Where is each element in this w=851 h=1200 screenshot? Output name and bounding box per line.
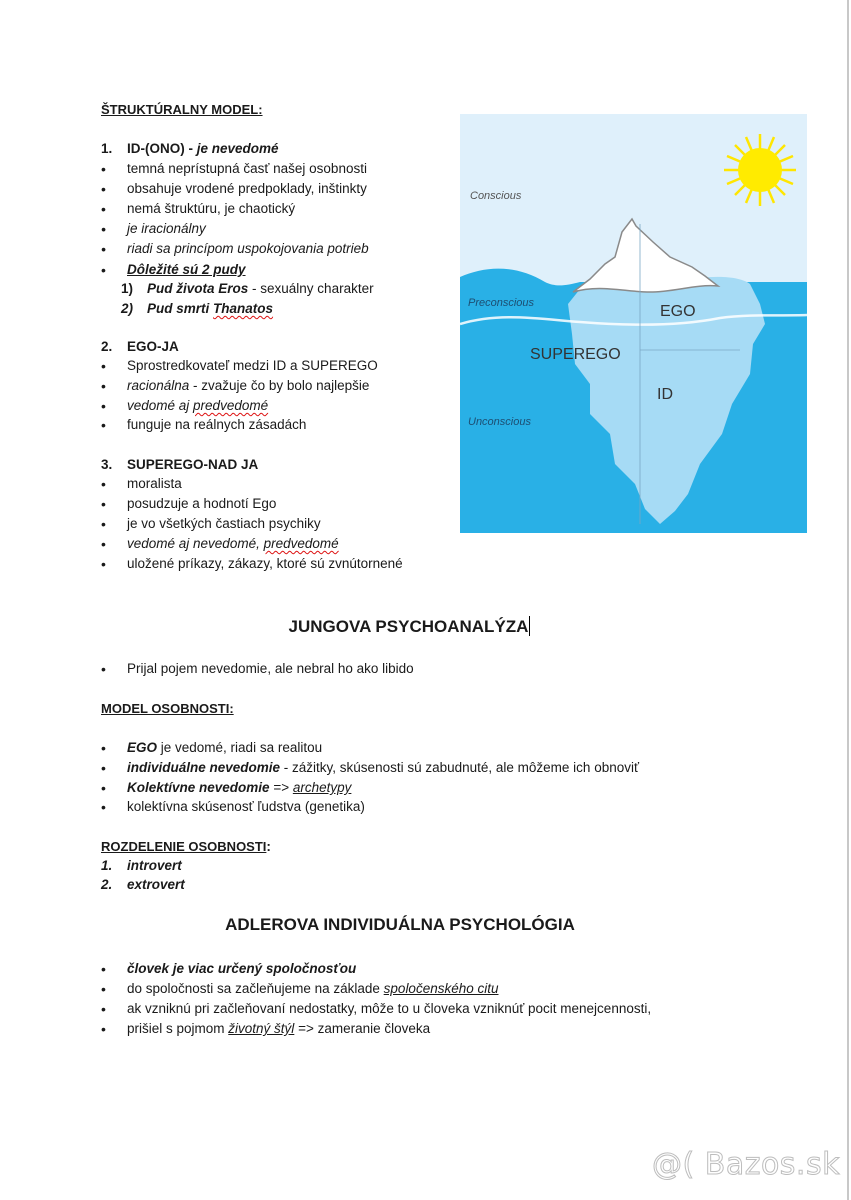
section-heading-model: MODEL OSOBNOSTI:: [101, 701, 234, 716]
section-title-jung[interactable]: [101, 616, 718, 637]
list-item: • je vo všetkých častiach psychiky: [101, 515, 321, 533]
item-text: =>: [269, 780, 293, 795]
drive-number: 1): [121, 281, 134, 296]
list-item: • Prijal pojem nevedomie, ale nebral ho ako libido: [101, 660, 414, 678]
term: človek je viac určený spoločnosťou: [127, 961, 357, 976]
list-item: [101, 779, 351, 797]
ego-heading: [101, 338, 179, 356]
list-item: • funguje na reálnych zásadách: [101, 416, 306, 434]
misspelled-word: predvedomé: [193, 398, 269, 413]
list-item: • je iracionálny: [101, 220, 206, 238]
item-text-after: => zameranie človeka: [294, 1021, 431, 1036]
superego-title: SUPEREGO-NAD JA: [127, 457, 259, 472]
drive-name-misspelled: Thanatos: [213, 301, 274, 316]
drive-item: [101, 300, 273, 318]
list-item: [101, 377, 369, 395]
list-item: • ak vzniknú pri začleňovaní nedostatky, môže to u človeka vzniknúť pocit menejcennosti,: [101, 1000, 651, 1018]
list-item: [101, 1020, 430, 1038]
id-heading: [101, 140, 279, 158]
term: EGO: [127, 740, 158, 755]
ego-title: EGO-JA: [127, 339, 179, 354]
list-item: • nemá štruktúru, je chaotický: [101, 200, 295, 218]
term: individuálne nevedomie: [127, 760, 281, 775]
drive-name: Pud smrti: [147, 301, 214, 316]
underlined-term: životný štýl: [228, 1021, 295, 1036]
drive-description: - sexuálny charakter: [248, 281, 374, 296]
label-preconscious: Preconscious: [468, 297, 535, 309]
list-item: • uložené príkazy, zákazy, ktoré sú zvnútornené: [101, 555, 403, 573]
superego-heading: [101, 456, 258, 474]
drive-number: 2): [121, 301, 134, 316]
jung-title-text: JUNGOVA PSYCHOANALÝZA: [288, 617, 529, 636]
item-number: 2.: [101, 877, 113, 892]
list-item: • kolektívna skúsenosť ľudstva (genetika): [101, 798, 365, 816]
list-item: • temná neprístupná časť našej osobnosti: [101, 160, 367, 178]
item-label: introvert: [127, 858, 182, 873]
term: Kolektívne nevedomie: [127, 780, 270, 795]
ego-number: 2.: [101, 339, 113, 354]
item-text: do spoločnosti sa začleňujeme na základe: [127, 981, 384, 996]
page-edge: [847, 0, 849, 1200]
list-item: [101, 960, 356, 978]
text-cursor: [529, 616, 530, 636]
italic-term: racionálna: [127, 378, 190, 393]
division-heading-text: ROZDELENIE OSOBNOSTI: [101, 839, 267, 854]
item-text: je vedomé, riadi sa realitou: [157, 740, 323, 755]
bazos-watermark: @( Bazos.sk: [652, 1147, 840, 1182]
list-item: • posudzuje a hodnotí Ego: [101, 495, 276, 513]
italic-term: vedomé aj: [127, 398, 194, 413]
section-heading-structural-model: ŠTRUKTÚRALNY MODEL:: [101, 102, 263, 117]
list-item-drives: [101, 261, 246, 279]
list-item: • obsahuje vrodené predpoklady, inštinkty: [101, 180, 367, 198]
misspelled-word: predvedomé: [263, 536, 339, 551]
list-item: • riadi sa princípom uspokojovania potrieb: [101, 240, 369, 258]
item-text: prišiel s pojmom: [127, 1021, 229, 1036]
list-item: [101, 397, 268, 415]
list-item: • Sprostredkovateľ medzi ID a SUPEREGO: [101, 357, 378, 375]
id-number: 1.: [101, 141, 113, 156]
drive-item: [101, 280, 374, 298]
list-item: [101, 857, 182, 875]
iceberg-diagram: [460, 114, 807, 533]
list-item: [101, 980, 499, 998]
underlined-term: spoločenského citu: [383, 981, 499, 996]
list-item: [101, 535, 339, 553]
label-superego: SUPEREGO: [530, 346, 621, 363]
item-text: - zážitky, skúsenosti sú zabudnuté, ale môžeme ich obnoviť: [280, 760, 640, 775]
label-id: ID: [657, 386, 673, 403]
label-ego: EGO: [660, 303, 696, 320]
section-heading-division: [101, 838, 271, 856]
list-item: • moralista: [101, 475, 182, 493]
list-item: [101, 739, 322, 757]
italic-term: vedomé aj nevedomé,: [127, 536, 264, 551]
drives-label: Dôležité sú 2 pudy: [127, 262, 246, 277]
list-item: [101, 876, 185, 894]
underlined-term: archetypy: [292, 780, 352, 795]
list-item: [101, 759, 639, 777]
id-title-italic: je nevedomé: [196, 141, 279, 156]
division-colon: :: [266, 839, 271, 854]
section-title-adler: ADLEROVA INDIVIDUÁLNA PSYCHOLÓGIA: [225, 915, 575, 934]
item-text: - zvažuje čo by bolo najlepšie: [189, 378, 370, 393]
drive-name: Pud života Eros: [147, 281, 249, 296]
label-conscious: Conscious: [470, 190, 522, 202]
item-label: extrovert: [127, 877, 185, 892]
label-unconscious: Unconscious: [468, 416, 531, 428]
id-title: ID-(ONO) -: [127, 141, 193, 156]
superego-number: 3.: [101, 457, 113, 472]
item-number: 1.: [101, 858, 113, 873]
